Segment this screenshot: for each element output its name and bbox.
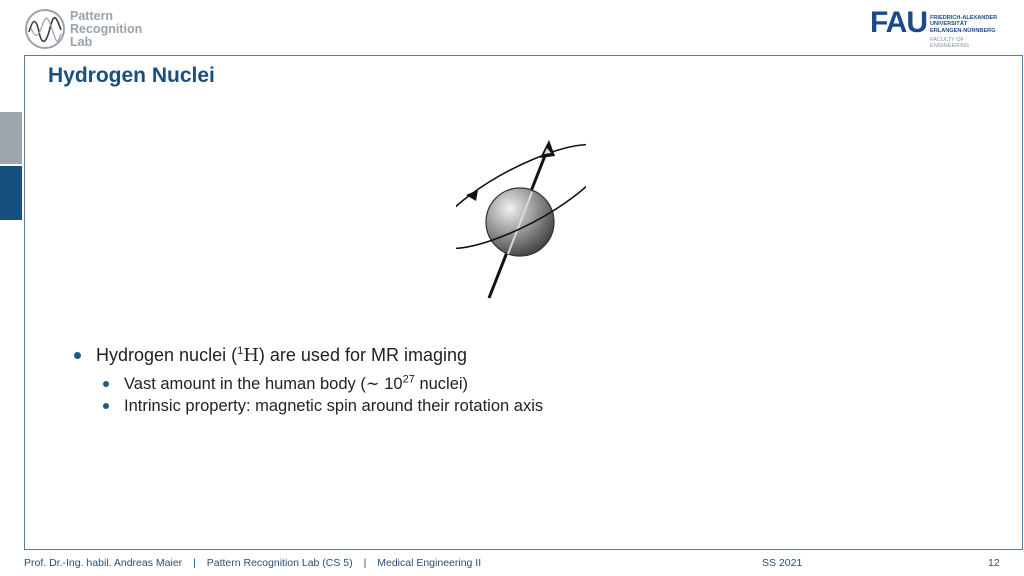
- footer-separator: |: [363, 557, 367, 569]
- slide-title: Hydrogen Nuclei: [48, 64, 215, 87]
- sub-bullet-text: 10: [379, 375, 403, 393]
- fau-name-line: ERLANGEN-NÜRNBERG: [930, 27, 996, 34]
- fau-name-line: FRIEDRICH-ALEXANDER: [930, 15, 998, 21]
- bullet-text: Hydrogen nuclei (: [96, 345, 238, 365]
- sub-bullet-item: [72, 373, 543, 395]
- lab-logo-line: Pattern: [70, 9, 114, 23]
- spinning-nucleus-icon: [456, 138, 586, 303]
- lab-logo-line: Lab: [70, 35, 93, 49]
- bullet-item: [72, 342, 543, 369]
- element-symbol: H: [243, 345, 259, 366]
- bullet-icon: [103, 403, 109, 409]
- bullet-text: ) are used for MR imaging: [258, 345, 467, 365]
- fau-mark: FAU: [870, 6, 927, 39]
- bullet-list: [72, 342, 543, 417]
- fau-faculty: FACULTY OF ENGINEERING: [930, 36, 970, 50]
- lab-logo-line: Recognition: [70, 22, 143, 36]
- bullet-icon: [103, 381, 109, 387]
- fau-logo: [870, 6, 998, 50]
- side-tab-current[interactable]: [0, 166, 22, 220]
- pattern-recognition-lab-logo: [24, 8, 154, 52]
- footer-lab: Pattern Recognition Lab (CS 5): [206, 557, 353, 569]
- footer-author: Prof. Dr.-Ing. habil. Andreas Maier: [24, 557, 183, 569]
- tilde-symbol: ∼: [365, 374, 380, 393]
- sub-bullet-item: [72, 395, 543, 417]
- footer-course: Medical Engineering II: [377, 557, 482, 569]
- isotope-superscript: 1: [237, 345, 244, 357]
- lab-logo-text: [70, 10, 142, 49]
- fau-name-line: UNIVERSITÄT: [930, 21, 968, 28]
- sub-bullet-text: Intrinsic property: magnetic spin around their rotation axis: [124, 397, 544, 415]
- sub-bullet-text: Vast amount in the human body (: [124, 375, 366, 393]
- footer-semester: SS 2021: [762, 557, 803, 569]
- sub-bullet-text: nuclei): [414, 375, 469, 393]
- page-number: 12: [988, 557, 1000, 569]
- fau-name: [930, 15, 998, 49]
- footer-separator: |: [193, 557, 196, 569]
- side-tab-previous[interactable]: [0, 112, 22, 164]
- footer: [24, 557, 481, 569]
- exponent: 27: [402, 373, 415, 386]
- bullet-icon: [74, 352, 81, 359]
- lab-logo-icon: [24, 8, 66, 50]
